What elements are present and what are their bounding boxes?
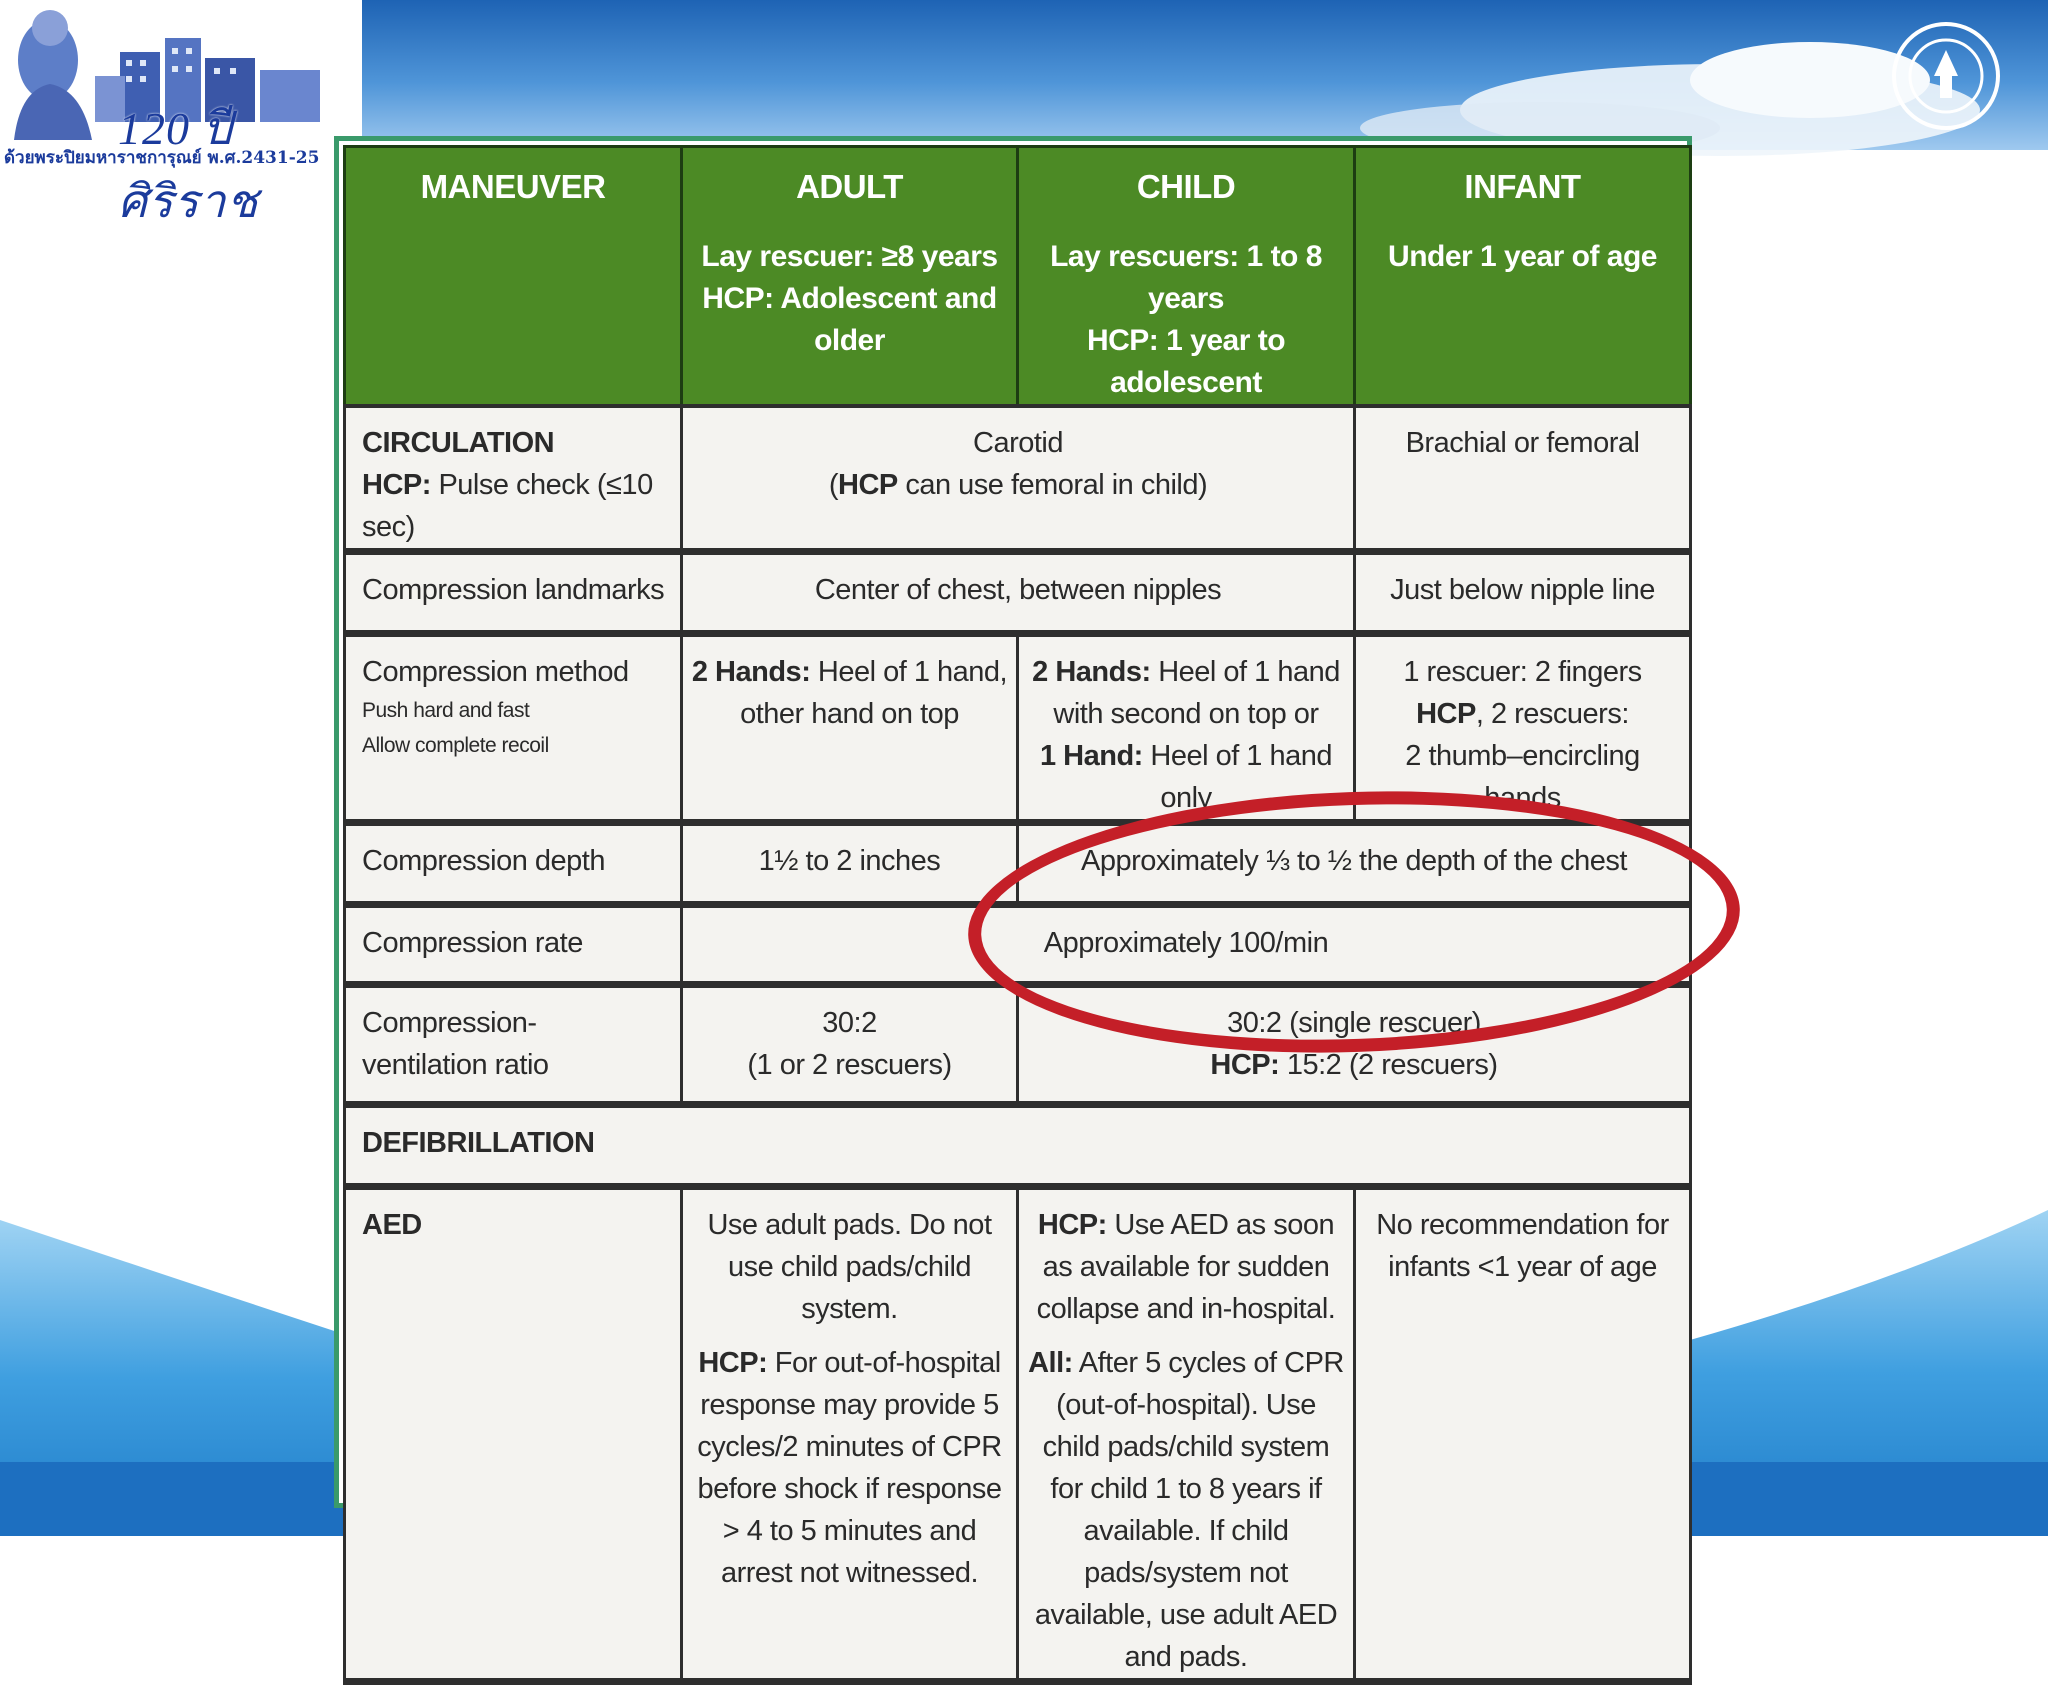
cell-infant: No recommendation for infants <1 year of age <box>1355 1187 1691 1682</box>
row-label <box>345 985 682 1105</box>
row-label <box>345 1187 682 1682</box>
cell-adult <box>682 985 1018 1105</box>
row-label: Compression depth <box>345 823 682 905</box>
cell-text: Heel of 1 hand, other hand on top <box>740 656 1008 730</box>
cell-adult <box>682 1187 1018 1682</box>
row-subtitle <box>362 469 653 543</box>
hcp-label: HCP: <box>1210 1049 1280 1081</box>
row-label: Compression rate <box>345 905 682 985</box>
cell-infant: Just below nipple line <box>1355 552 1691 634</box>
table-row-landmarks <box>345 552 1691 634</box>
row-title: Compression- <box>362 1007 537 1039</box>
row-label <box>345 406 682 552</box>
cell-adult: 1½ to 2 inches <box>682 823 1018 905</box>
row-title: CIRCULATION <box>362 427 555 459</box>
cell-all: Approximately 100/min <box>682 905 1691 985</box>
table-header-row <box>345 147 1691 407</box>
section-title: DEFIBRILLATION <box>362 1127 595 1159</box>
header-label: MANEUVER <box>420 168 606 205</box>
bold-term: 2 Hands: <box>691 656 811 688</box>
hcp-label: HCP: <box>362 469 431 501</box>
row-title: AED <box>362 1209 422 1241</box>
university-seal-logo <box>1886 14 2006 144</box>
cell-text: 1 rescuer: 2 fingers <box>1403 656 1642 688</box>
cell-text: can use femoral in child) <box>897 469 1208 501</box>
cell-text-2 <box>691 1342 1008 1594</box>
hospital-banner <box>0 0 362 227</box>
bold-term: 2 Hands: <box>1032 656 1151 688</box>
cell-text: Carotid <box>973 427 1063 459</box>
header-infant <box>1355 147 1691 407</box>
cell-infant: Brachial or femoral <box>1355 406 1691 552</box>
header-label: ADULT <box>796 168 903 205</box>
header-label: INFANT <box>1464 168 1581 205</box>
section-label <box>345 1105 1691 1187</box>
cell-text: 30:2 (single rescuer) <box>1227 1007 1481 1039</box>
table-row-circulation <box>345 406 1691 552</box>
cell-text: For out-of-hospital response may provide 5 cycles/2 minutes of CPR before shock if response > 4 to 5 minutes and arrest not witnessed. <box>697 1347 1002 1589</box>
hcp-label: HCP <box>838 469 898 501</box>
cell-text <box>1027 1204 1345 1330</box>
banner-title: 120 ปี ศิริราช <box>118 103 259 227</box>
cell-text: Use AED as soon as available for sudden collapse and in-hospital. <box>1036 1209 1336 1325</box>
table-row-defibrillation <box>345 1105 1691 1187</box>
row-label <box>345 634 682 823</box>
table-row-aed <box>345 1187 1691 1682</box>
cell-adult-child: Center of chest, between nipples <box>682 552 1355 634</box>
header-sub: HCP: Adolescent and older <box>702 282 997 357</box>
cell-text: After 5 cycles of CPR (out-of-hospital). Use child pads/child system for child 1 to 8 years if available. If child pads/system not available, use adult AED and pads. <box>1034 1347 1344 1673</box>
header-label: CHILD <box>1136 168 1236 205</box>
bold-term: 1 Hand: <box>1039 740 1143 772</box>
paren: ( <box>828 469 839 501</box>
cell-text-2 <box>829 469 1207 501</box>
row-label: Compression landmarks <box>345 552 682 634</box>
cell-child-infant: Approximately ⅓ to ½ the depth of the chest <box>1018 823 1691 905</box>
banner-subtitle: ด้วยพระปิยมหาราชการุณย์ พ.ศ.2431-25 <box>4 148 320 168</box>
cell-text: Heel of 1 hand only <box>1142 740 1333 814</box>
hcp-label: HCP: <box>1037 1209 1107 1241</box>
all-label: All: <box>1028 1347 1073 1379</box>
header-child <box>1018 147 1355 407</box>
cell-text-2 <box>1364 693 1681 735</box>
header-sub: Under 1 year of age <box>1388 240 1657 273</box>
cell-text: 2 thumb–encircling hands <box>1405 740 1640 814</box>
cell-text: Use adult pads. Do not use child pads/child system. <box>707 1209 992 1325</box>
hcp-label: HCP: <box>698 1347 768 1379</box>
row-note: Push hard and fast <box>362 699 530 722</box>
cell-adult-child <box>682 406 1355 552</box>
header-sub: Lay rescuer: ≥8 years <box>701 240 998 273</box>
row-title-2: ventilation ratio <box>362 1049 549 1081</box>
header-sub: Lay rescuers: 1 to 8 years <box>1050 240 1322 315</box>
cell-text: Heel of 1 hand with second on top or <box>1053 656 1340 730</box>
pulse-text: Pulse check (≤10 sec) <box>362 469 653 543</box>
row-note: Allow complete recoil <box>362 734 549 757</box>
header-adult <box>682 147 1018 407</box>
cell-child <box>1018 1187 1355 1682</box>
header-maneuver <box>345 147 682 407</box>
hcp-label: HCP <box>1416 698 1476 730</box>
cell-text: 15:2 (2 rescuers) <box>1279 1049 1498 1081</box>
header-sub: HCP: 1 year to adolescent <box>1086 324 1286 399</box>
cell-text-2: (1 or 2 rescuers) <box>747 1049 952 1081</box>
cell-text: 30:2 <box>822 1007 877 1039</box>
table-row-method <box>345 634 1691 823</box>
row-title: Compression method <box>362 656 629 688</box>
cell-adult <box>682 634 1018 823</box>
cell-text-2 <box>1027 1342 1345 1678</box>
cell-text: , 2 rescuers: <box>1475 698 1629 730</box>
